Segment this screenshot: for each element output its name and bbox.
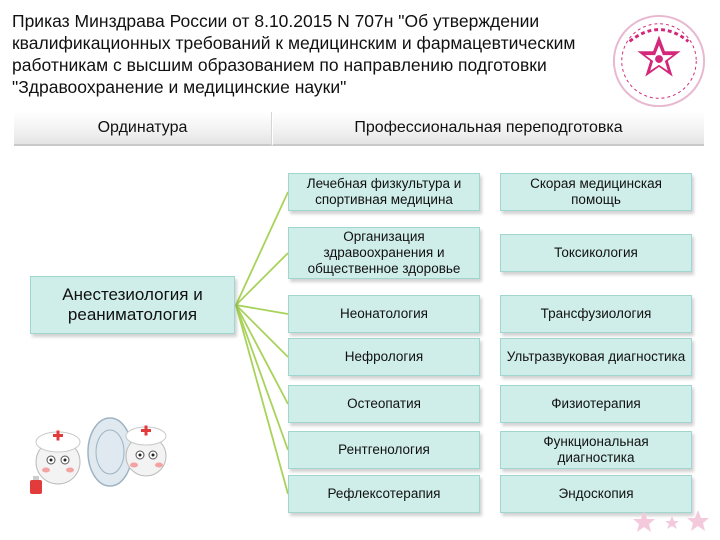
program-item: Нефрология [288,338,480,376]
program-item: Остеопатия [288,385,480,423]
program-item: Скорая медицинская помощь [500,173,692,211]
header-retraining: Профессиональная переподготовка [272,112,704,146]
program-item: Рентгенология [288,431,480,469]
program-item: Организация здравоохранения и общественное здоровье [288,227,480,279]
program-item: Токсикология [500,234,692,272]
page-title: Приказ Минздрава России от 8.10.2015 N 707н "Об утверждении квалификационных требований к медицинским и фармацевтическим работникам с высшим образованием по направлению подготовки "Здравоохранение и медицинские науки" [12,11,576,97]
program-item: Лечебная физкультура и спортивная медицина [288,173,480,211]
sparkle-decoration [624,506,714,536]
doctors-illustration [22,392,172,502]
program-item: Ультразвуковая диагностика [500,338,692,376]
program-item: Эндоскопия [500,475,692,513]
program-item: Неонатология [288,295,480,333]
program-item: Функциональная диагностика [500,431,692,469]
specialty-box: Анестезиология и реаниматология [30,276,235,334]
program-item: Рефлексотерапия [288,475,480,513]
header-residency: Ординатура [14,112,272,146]
program-item: Физиотерапия [500,385,692,423]
program-item: Трансфузиология [500,295,692,333]
